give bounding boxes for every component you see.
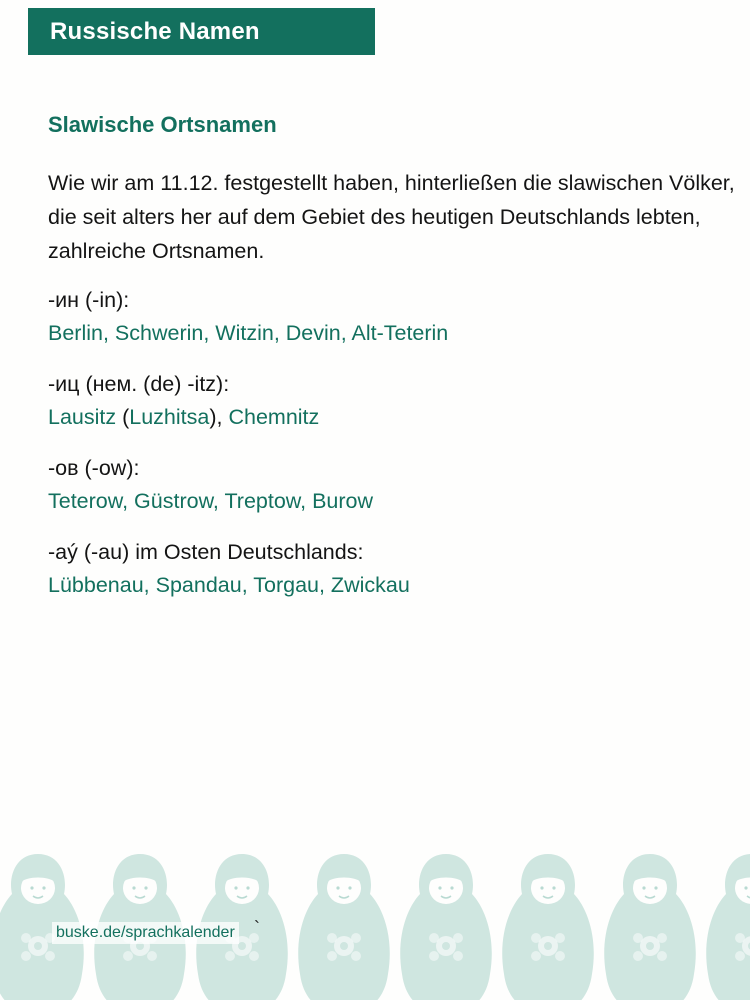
example-places: Berlin, Schwerin, Witzin, Devin, Alt-Teterin bbox=[48, 321, 449, 345]
punctuation: ), bbox=[209, 405, 229, 429]
example-places: Teterow, Güstrow, Treptow, Burow bbox=[48, 489, 374, 513]
place-name: Chemnitz bbox=[228, 405, 320, 429]
header-bar bbox=[28, 8, 375, 55]
suffix-group-au bbox=[48, 536, 728, 602]
place-name: Luzhitsa bbox=[129, 405, 210, 429]
suffix-label: -ов (-ow): bbox=[48, 456, 140, 480]
website-link[interactable]: buske.de/sprachkalender bbox=[52, 922, 239, 944]
intro-paragraph: Wie wir am 11.12. festgestellt haben, hinterließen die slawischen Völker, die seit alters her auf dem Gebiet des heutigen Deutschlands lebten, zahlreiche Ortsnamen. bbox=[48, 171, 735, 263]
suffix-label: -иц (нем. (de) -itz): bbox=[48, 372, 230, 396]
stray-mark: ` bbox=[254, 918, 260, 938]
suffix-group-itz bbox=[48, 368, 728, 434]
matryoshka-pattern-icon bbox=[0, 840, 750, 1000]
example-places bbox=[48, 400, 728, 434]
page-title: Russische Namen bbox=[50, 18, 260, 45]
suffix-label: -ин (-in): bbox=[48, 288, 130, 312]
place-name: Lausitz bbox=[48, 405, 117, 429]
punctuation: ( bbox=[116, 405, 130, 429]
suffix-label: -аý (-au) im Osten Deutschlands: bbox=[48, 540, 364, 564]
section-title: Slawische Ortsnamen bbox=[48, 112, 277, 137]
example-places: Lübbenau, Spandau, Torgau, Zwickau bbox=[48, 573, 410, 597]
matryoshka-border bbox=[0, 840, 750, 1000]
suffix-group-in bbox=[48, 284, 728, 350]
suffix-group-ow bbox=[48, 452, 728, 518]
